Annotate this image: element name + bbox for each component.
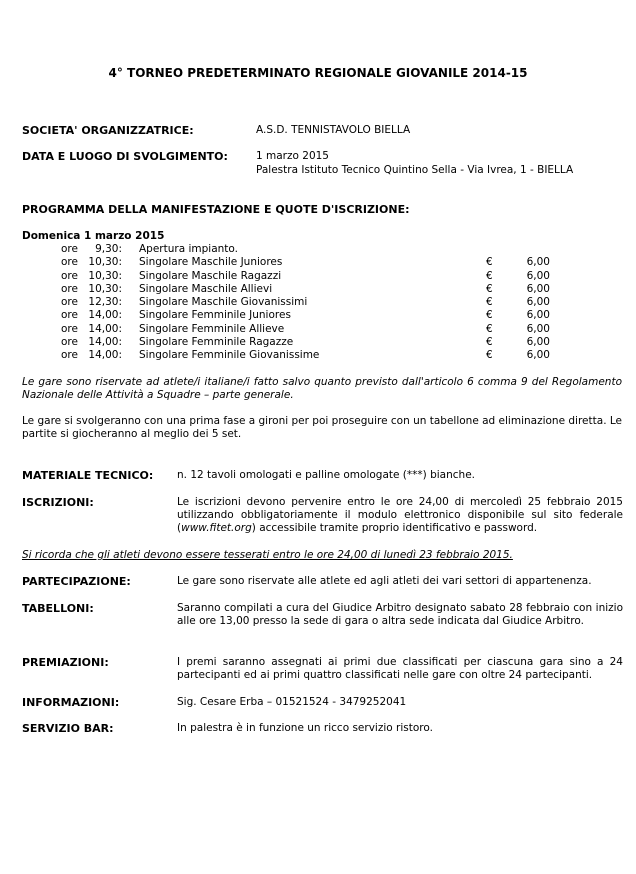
eligibility-note: Le gare sono riservate ad atlete/i italiane/i fatto salvo quanto previsto dall'articolo 6 comma 9 del Regolamento Nazionale delle Attività a Squadre – parte generale. <box>22 376 622 401</box>
schedule-event: Singolare Femminile Ragazze <box>139 336 294 349</box>
program-heading: PROGRAMMA DELLA MANIFESTAZIONE E QUOTE D'ISCRIZIONE: <box>22 203 410 216</box>
registrations-text-start: Le iscrizioni devono pervenire entro le ore 24,00 di mercoledì 25 febbraio 2015 utilizzando obbligatoriamente il modulo elettronico disponibile sul sito federale ( <box>177 496 623 534</box>
schedule-currency: € <box>486 282 493 295</box>
schedule-time: 10,30: <box>88 282 122 295</box>
schedule-row <box>0 243 636 256</box>
awards-label: PREMIAZIONI: <box>22 656 109 669</box>
document-title: 4° TORNEO PREDETERMINATO REGIONALE GIOVANILE 2014-15 <box>108 66 528 80</box>
schedule-currency: € <box>486 256 493 269</box>
schedule-time: 14,00: <box>88 336 122 349</box>
bar-value: In palestra è in funzione un ricco servizio ristoro. <box>177 722 433 734</box>
schedule-row <box>0 349 636 362</box>
schedule-time: 14,00: <box>88 309 122 322</box>
schedule-event: Singolare Maschile Allievi <box>139 282 273 295</box>
schedule-time: 10,30: <box>88 269 122 282</box>
schedule-event: Singolare Maschile Giovanissimi <box>139 296 308 309</box>
schedule-fee: 6,00 <box>526 322 550 335</box>
schedule-event: Singolare Maschile Juniores <box>139 256 283 269</box>
format-note: Le gare si svolgeranno con una prima fase a gironi per poi proseguire con un tabellone ad eliminazione diretta. Le partite si giocheranno al meglio dei 5 set. <box>22 415 622 440</box>
schedule-fee: 6,00 <box>526 269 550 282</box>
bar-label: SERVIZIO BAR: <box>22 722 114 735</box>
organizer-value: A.S.D. TENNISTAVOLO BIELLA <box>256 124 411 136</box>
schedule-row <box>0 336 636 349</box>
schedule-ore-label: ore <box>61 256 78 269</box>
schedule-currency: € <box>486 296 493 309</box>
schedule-currency: € <box>486 336 493 349</box>
schedule-ore-label: ore <box>61 349 78 362</box>
brackets-value: Saranno compilati a cura del Giudice Arbitro designato sabato 28 febbraio con inizio alle ore 13,00 presso la sede di gara o altra sede indicata dal Giudice Arbitro. <box>177 602 623 627</box>
schedule-ore-label: ore <box>61 322 78 335</box>
awards-value: I premi saranno assegnati ai primi due classificati per ciascuna gara sino a 24 partecipanti ed ai primi quattro classificati nelle gare con oltre 24 partecipanti. <box>177 656 623 681</box>
schedule-row <box>0 323 636 336</box>
schedule-row <box>0 296 636 309</box>
schedule-fee: 6,00 <box>526 296 550 309</box>
schedule-event: Singolare Maschile Ragazzi <box>139 269 282 282</box>
schedule-currency: € <box>486 349 493 362</box>
schedule-row <box>0 256 636 269</box>
schedule-time: 14,00: <box>88 322 122 335</box>
participation-value: Le gare sono riservate alle atlete ed agli atleti dei vari settori di appartenenza. <box>177 575 592 587</box>
schedule-fee: 6,00 <box>526 349 550 362</box>
info-value: Sig. Cesare Erba – 01521524 - 3479252041 <box>177 696 407 708</box>
schedule-currency: € <box>486 309 493 322</box>
date-place-label: DATA E LUOGO DI SVOLGIMENTO: <box>22 150 228 163</box>
schedule-currency: € <box>486 322 493 335</box>
schedule-currency: € <box>486 269 493 282</box>
schedule-fee: 6,00 <box>526 336 550 349</box>
schedule-ore-label: ore <box>61 309 78 322</box>
schedule-row <box>0 309 636 322</box>
schedule-event: Singolare Femminile Allieve <box>139 322 285 335</box>
schedule-ore-label: ore <box>61 243 78 255</box>
schedule-ore-label: ore <box>61 282 78 295</box>
membership-reminder: Si ricorda che gli atleti devono essere tesserati entro le ore 24,00 di lunedì 23 febbraio 2015. <box>22 549 513 561</box>
schedule-ore-label: ore <box>61 336 78 349</box>
registrations-text <box>177 496 623 535</box>
material-value: n. 12 tavoli omologati e palline omologate (***) bianche. <box>177 469 475 481</box>
schedule-fee: 6,00 <box>526 282 550 295</box>
program-day: Domenica 1 marzo 2015 <box>22 230 165 242</box>
schedule-fee: 6,00 <box>526 309 550 322</box>
schedule-event: Singolare Femminile Giovanissime <box>139 349 320 362</box>
schedule-time: 14,00: <box>88 349 122 362</box>
schedule-ore-label: ore <box>61 296 78 309</box>
material-label: MATERIALE TECNICO: <box>22 469 154 482</box>
schedule-ore-label: ore <box>61 269 78 282</box>
participation-label: PARTECIPAZIONE: <box>22 575 131 588</box>
event-date: 1 marzo 2015 <box>256 150 329 162</box>
event-place: Palestra Istituto Tecnico Quintino Sella - Via Ivrea, 1 - BIELLA <box>256 164 574 176</box>
program-schedule <box>0 243 636 363</box>
fitet-link[interactable]: www.fitet.org <box>181 522 252 534</box>
schedule-fee: 6,00 <box>526 256 550 269</box>
registrations-text-end: ) accessibile tramite proprio identificativo e password. <box>251 522 538 534</box>
registrations-label: ISCRIZIONI: <box>22 496 94 509</box>
schedule-row <box>0 283 636 296</box>
schedule-event: Apertura impianto. <box>139 243 238 255</box>
brackets-label: TABELLONI: <box>22 602 94 615</box>
schedule-row <box>0 270 636 283</box>
schedule-time: 9,30: <box>95 243 122 255</box>
schedule-time: 10,30: <box>88 256 122 269</box>
schedule-event: Singolare Femminile Juniores <box>139 309 291 322</box>
schedule-time: 12,30: <box>88 296 122 309</box>
organizer-label: SOCIETA' ORGANIZZATRICE: <box>22 124 194 137</box>
info-label: INFORMAZIONI: <box>22 696 120 709</box>
